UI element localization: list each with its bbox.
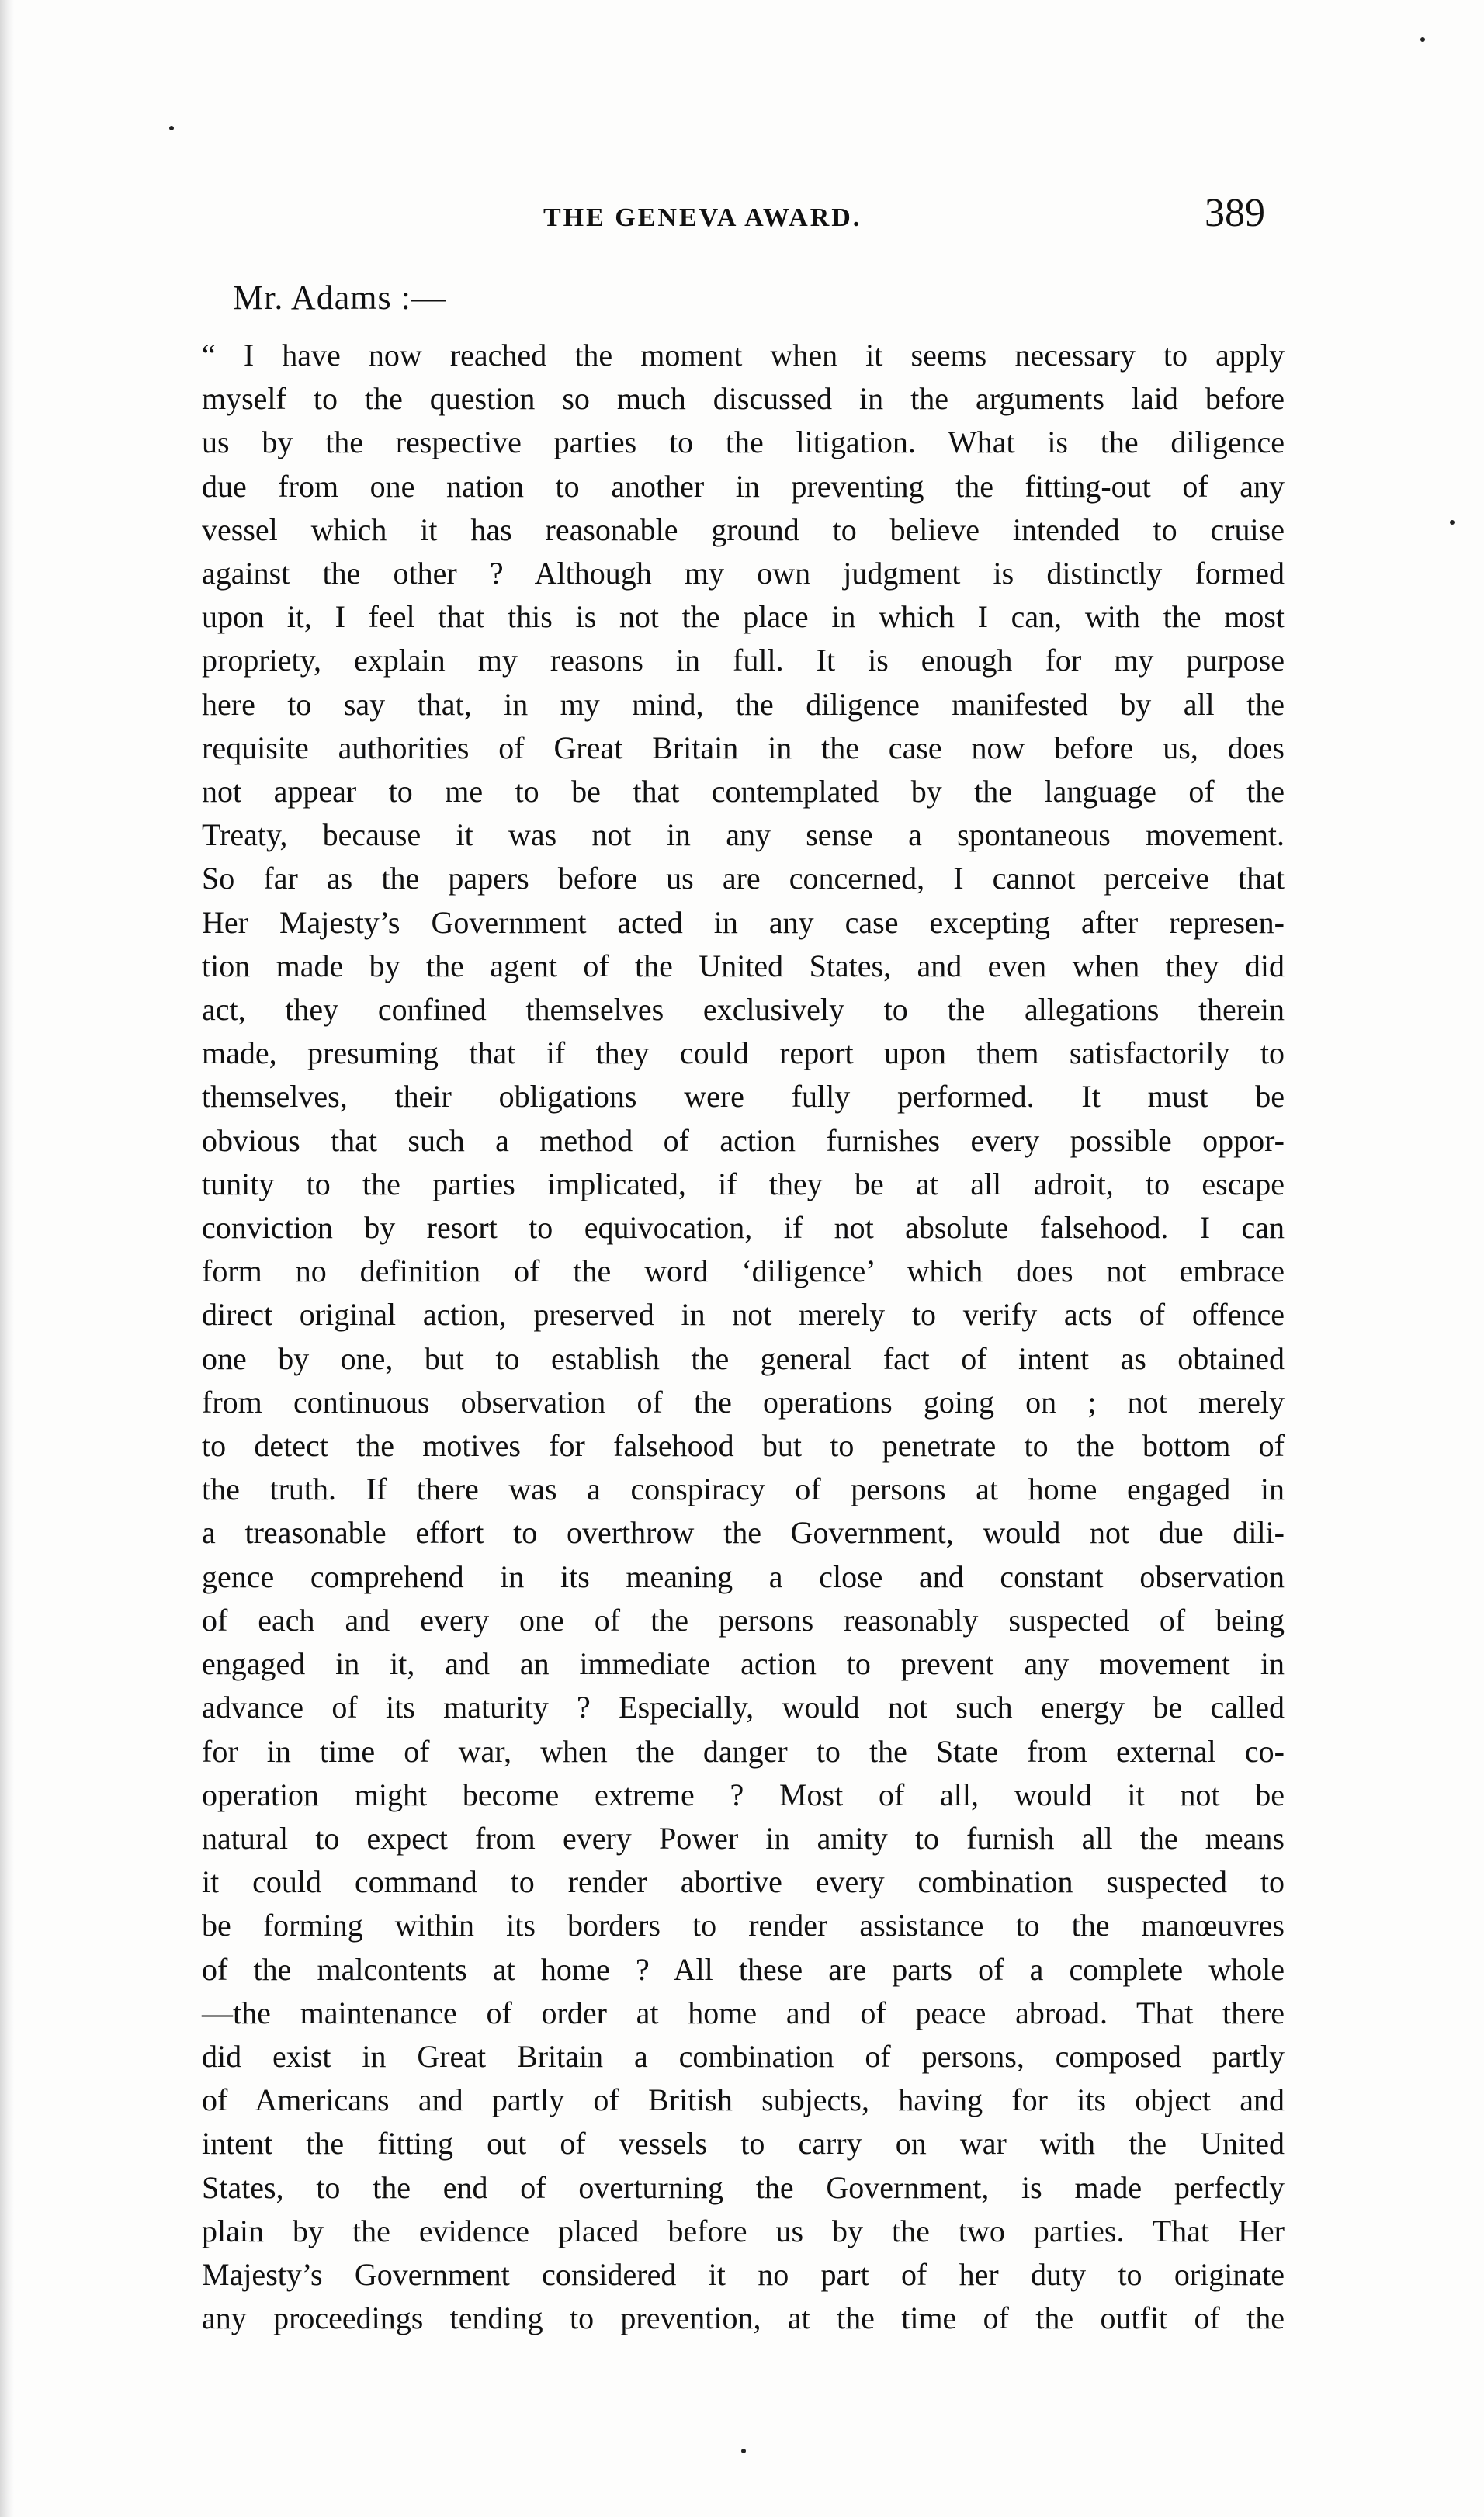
body-paragraph [202,334,1285,2340]
text-line: made, presuming that if they could report upon them satisfactorily to [202,1035,1285,1071]
paper-speck [169,126,174,130]
text-line: operation might become extreme ? Most of all, would it not be [202,1777,1285,1812]
text-line: the truth. If there was a conspiracy of persons at home engaged in [202,1472,1285,1507]
text-line: “ I have now reached the moment when it seems necessary to apply [202,338,1285,373]
text-line: conviction by resort to equivocation, if not absolute falsehood. I can [202,1210,1285,1246]
text-line: advance of its maturity ? Especially, would not such energy be called [202,1690,1285,1725]
page-number: 389 [1205,191,1265,235]
text-line: tunity to the parties implicated, if they be at all adroit, to escape [202,1166,1285,1201]
text-line: Majesty’s Government considered it no part of her duty to originate [202,2256,1285,2292]
paper-speck [1420,37,1425,42]
text-line: obvious that such a method of action furnishes every possible oppor- [202,1122,1285,1158]
text-line: Treaty, because it was not in any sense a spontaneous movement. [202,817,1285,853]
running-title: THE GENEVA AWARD. [543,203,862,232]
text-line: of each and every one of the persons reasonably suspected of being [202,1602,1285,1638]
text-line: against the other ? Although my own judgment is distinctly formed [202,556,1285,591]
text-line: one by one, but to establish the general fact of intent as obtained [202,1340,1285,1376]
text-line: us by the respective parties to the litigation. What is the diligence [202,425,1285,460]
text-line: of Americans and partly of British subjects, having for its object and [202,2082,1285,2118]
text-line: be forming within its borders to render assistance to the manœuvres [202,1908,1285,1943]
text-line: engaged in it, and an immediate action to prevent any movement in [202,1646,1285,1682]
text-line: upon it, I feel that this is not the place in which I can, with the most [202,599,1285,635]
text-line: tion made by the agent of the United States, and even when they did [202,948,1285,983]
text-line: did exist in Great Britain a combination of persons, composed partly [202,2038,1285,2074]
text-line: plain by the evidence placed before us by the two parties. That Her [202,2213,1285,2248]
text-line: intent the fitting out of vessels to carry on war with the United [202,2126,1285,2162]
paper-speck [1450,520,1455,525]
text-line: requisite authorities of Great Britain in the case now before us, does [202,730,1285,765]
text-line: Her Majesty’s Government acted in any case excepting after represen- [202,904,1285,940]
text-line: due from one nation to another in preventing the fitting-out of any [202,468,1285,504]
text-line: States, to the end of overturning the Government, is made perfectly [202,2169,1285,2205]
text-line: form no definition of the word ‘diligence’ which does not embrace [202,1253,1285,1289]
text-line: act, they confined themselves exclusively to the allegations therein [202,992,1285,1028]
text-line: of the malcontents at home ? All these are parts of a complete whole [202,1951,1285,1987]
text-line: any proceedings tending to prevention, at the time of the outfit of the [202,2300,1285,2336]
text-line: from continuous observation of the operations going on ; not merely [202,1384,1285,1420]
page-binding-edge [0,0,14,2517]
text-line: themselves, their obligations were fully performed. It must be [202,1079,1285,1115]
text-line: vessel which it has reasonable ground to believe intended to cruise [202,511,1285,547]
text-line: here to say that, in my mind, the diligence manifested by all the [202,686,1285,722]
text-line: a treasonable effort to overthrow the Government, would not due dili- [202,1515,1285,1551]
text-line: for in time of war, when the danger to the State from external co- [202,1733,1285,1769]
text-line: So far as the papers before us are concerned, I cannot perceive that [202,861,1285,896]
text-line: it could command to render abortive every combination suspected to [202,1864,1285,1900]
text-line: propriety, explain my reasons in full. It is enough for my purpose [202,643,1285,678]
text-line: myself to the question so much discussed in the arguments laid before [202,381,1285,417]
text-line: direct original action, preserved in not merely to verify acts of offence [202,1297,1285,1333]
paper-speck [741,2449,746,2453]
text-line: gence comprehend in its meaning a close and constant observation [202,1558,1285,1594]
text-line: to detect the motives for falsehood but to penetrate to the bottom of [202,1428,1285,1464]
text-line: not appear to me to be that contemplated by the language of the [202,774,1285,810]
speaker-heading: Mr. Adams :— [233,279,446,317]
text-line: natural to expect from every Power in amity to furnish all the means [202,1820,1285,1856]
text-line: —the maintenance of order at home and of peace abroad. That there [202,1995,1285,2030]
